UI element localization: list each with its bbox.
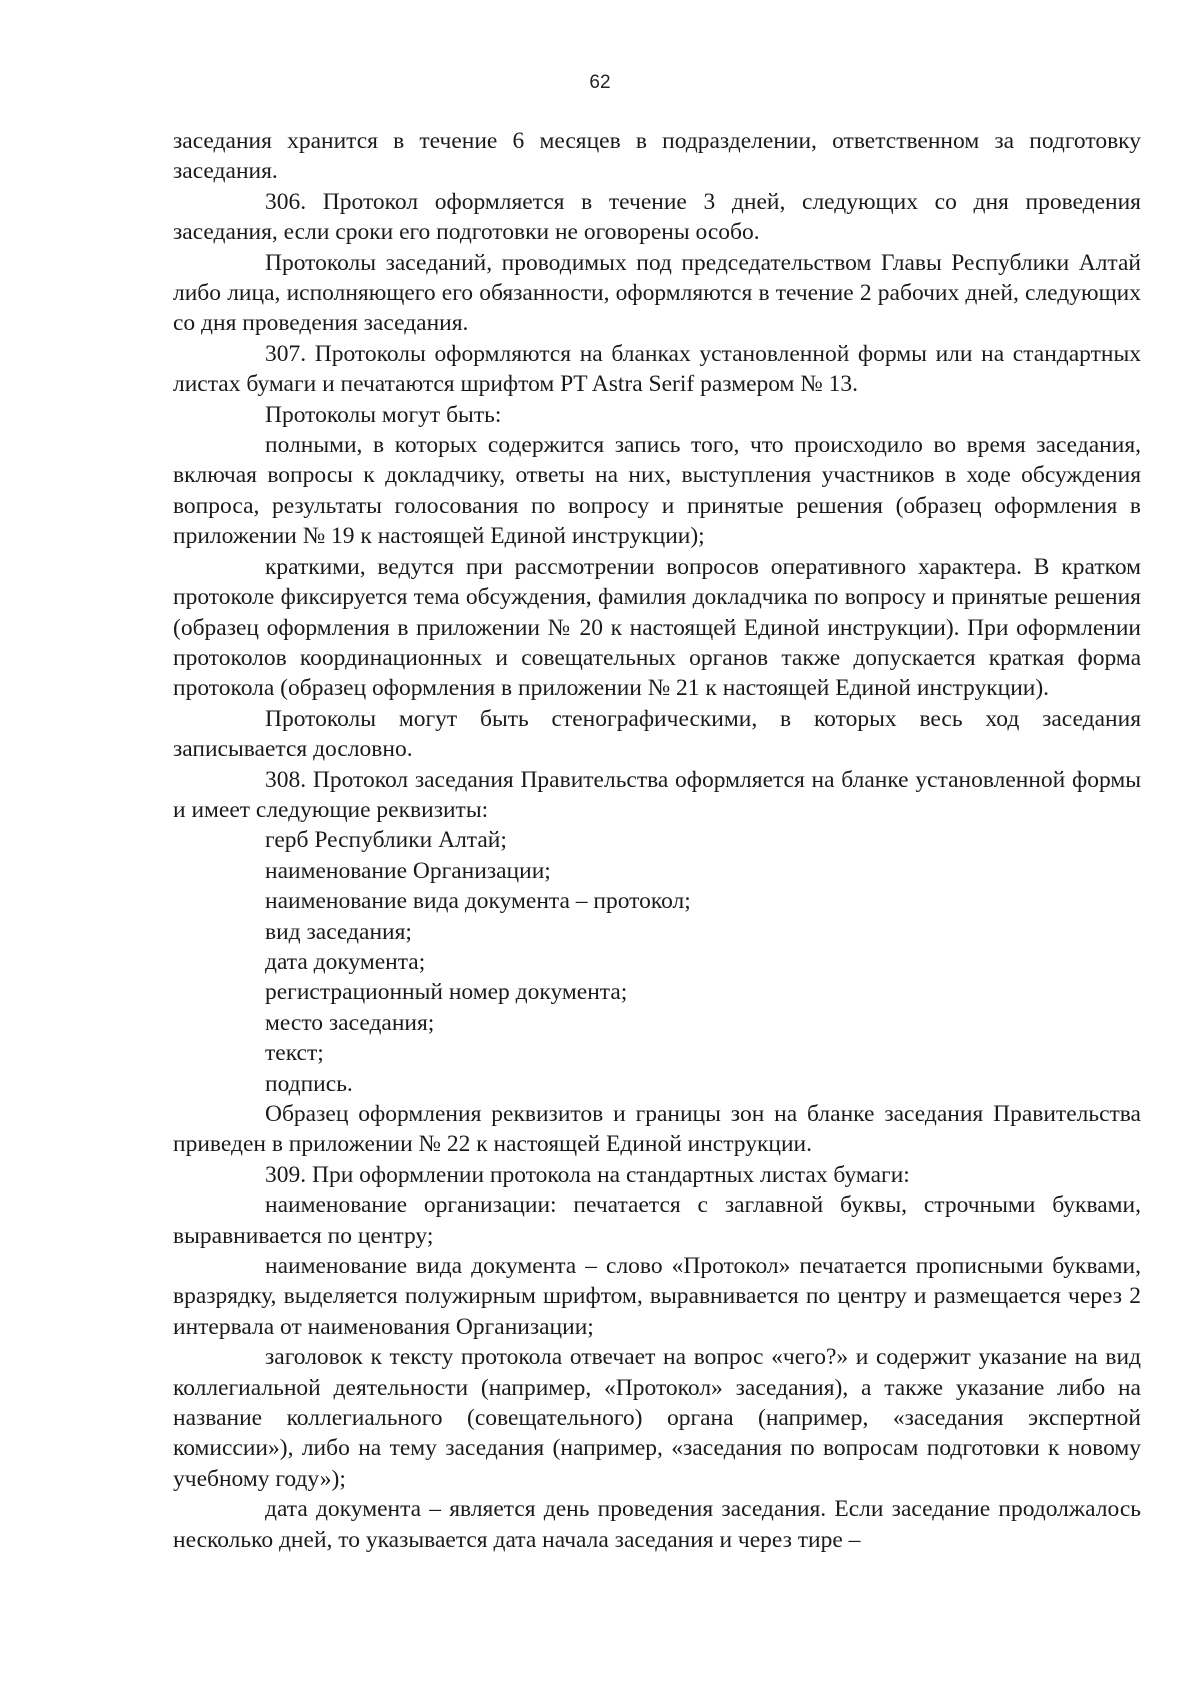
requisite-item: наименование вида документа – протокол; bbox=[265, 888, 691, 915]
paragraph: полными, в которых содержится запись того, что происходило во время заседания, включая вопросы к докладчику, ответы на них, выступления участников в ходе обсуждения вопроса, результаты голосования по вопросу и принятые решения (образец оформления в приложении № 19 к настоящей Единой инструкции); bbox=[173, 432, 1141, 550]
requisite-item: наименование Организации; bbox=[265, 857, 551, 884]
paragraph: Протоколы могут быть стенографическими, в которых весь ход заседания записывается дословно. bbox=[173, 705, 1141, 763]
paragraph: наименование вида документа – слово «Протокол» печатается прописными буквами, вразрядку, выделяется полужирным шрифтом, выравнивается по центру и размещается через 2 интервала от наименования Организации; bbox=[173, 1253, 1141, 1340]
paragraph: 308. Протокол заседания Правительства оформляется на бланке установленной формы и имеет следующие реквизиты: bbox=[173, 766, 1141, 823]
requisite-item: герб Республики Алтай; bbox=[265, 827, 507, 854]
requisite-item: дата документа; bbox=[265, 948, 426, 975]
document-body bbox=[173, 126, 1141, 1555]
paragraph: дата документа – является день проведения заседания. Если заседание продолжалось несколько дней, то указывается дата начала заседания и через тире – bbox=[173, 1496, 1141, 1553]
page-number: 62 bbox=[589, 72, 611, 93]
paragraph: 309. При оформлении протокола на стандартных листах бумаги: bbox=[265, 1161, 910, 1188]
paragraph: 307. Протоколы оформляются на бланках установленной формы или на стандартных листах бумаги и печатаются шрифтом PT Astra Serif размером № 13. bbox=[173, 340, 1141, 398]
requisite-item: текст; bbox=[265, 1040, 324, 1067]
requisite-item: вид заседания; bbox=[265, 918, 412, 945]
paragraph: заседания хранится в течение 6 месяцев в подразделении, ответственном за подготовку заседания. bbox=[173, 128, 1141, 185]
paragraph: Образец оформления реквизитов и границы зон на бланке заседания Правительства приведен в приложении № 22 к настоящей Единой инструкции. bbox=[173, 1101, 1141, 1158]
requisite-item: место заседания; bbox=[265, 1009, 435, 1036]
paragraph: наименование организации: печатается с заглавной буквы, строчными буквами, выравнивается по центру; bbox=[173, 1192, 1141, 1249]
paragraph: Протоколы могут быть: bbox=[265, 401, 502, 428]
paragraph: краткими, ведутся при рассмотрении вопросов оперативного характера. В кратком протоколе фиксируется тема обсуждения, фамилия докладчика по вопросу и принятые решения (образец оформления в приложении № 20 к настоящей Единой инструкции). При оформлении протоколов координационных и совещательных органов также допускается краткая форма протокола (образец оформления в приложении № 21 к настоящей Единой инструкции). bbox=[173, 553, 1141, 702]
paragraph: заголовок к тексту протокола отвечает на вопрос «чего?» и содержит указание на вид коллегиальной деятельности (например, «Протокол» заседания), а также указание либо на название коллегиального (совещательного) органа (например, «заседания экспертной комиссии»), либо на тему заседания (например, «заседания по вопросам подготовки к новому учебному году»); bbox=[173, 1344, 1141, 1492]
requisite-item: подпись. bbox=[265, 1070, 353, 1097]
paragraph: Протоколы заседаний, проводимых под председательством Главы Республики Алтай либо лица, исполняющего его обязанности, оформляются в течение 2 рабочих дней, следующих со дня проведения заседания. bbox=[173, 249, 1141, 337]
paragraph: 306. Протокол оформляется в течение 3 дней, следующих со дня проведения заседания, если сроки его подготовки не оговорены особо. bbox=[173, 188, 1141, 246]
requisite-item: регистрационный номер документа; bbox=[265, 979, 628, 1006]
